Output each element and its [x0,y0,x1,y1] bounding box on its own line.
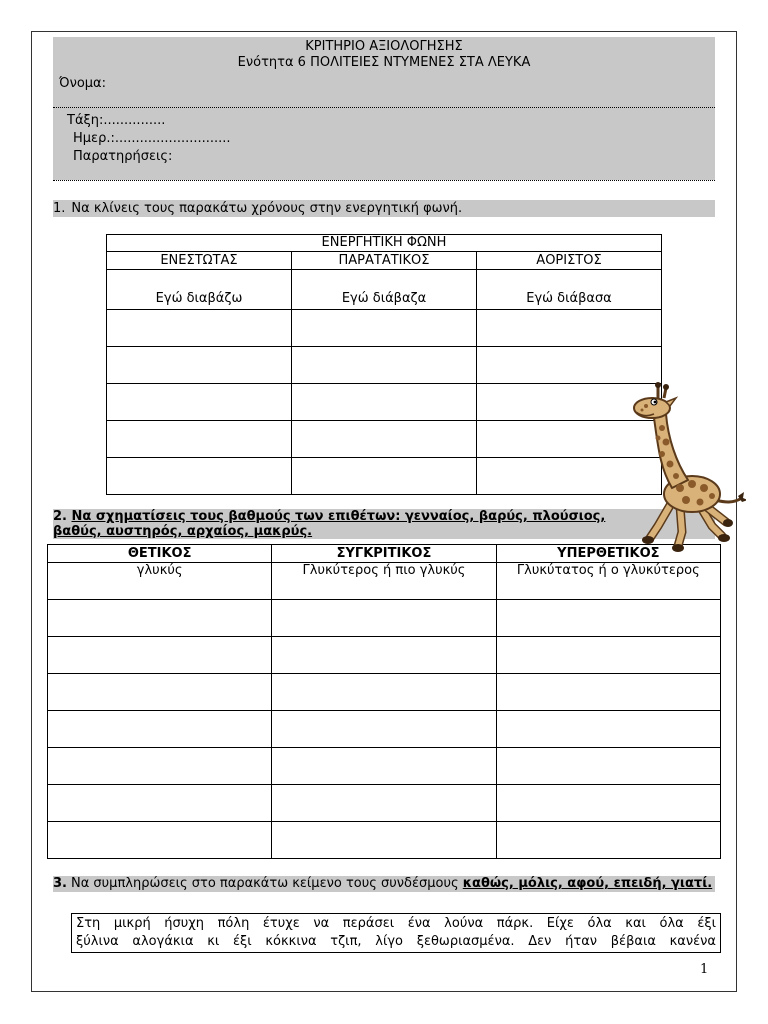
answer-cell[interactable] [496,674,720,711]
passage-box [71,913,721,953]
answer-cell[interactable] [272,822,496,859]
answer-cell[interactable] [48,674,272,711]
answer-cell[interactable] [48,637,272,674]
question-2-line-2: βαθύς, αυστηρός, αρχαίος, μακρύς. [53,524,313,539]
answer-cell[interactable] [292,384,477,421]
aorist-example: Εγώ διάβασα [477,270,662,310]
class-label: Τάξη:............... [67,113,166,128]
imperfect-tense-header: ΠΑΡΑΤΑΤΙΚΟΣ [292,252,477,270]
question-1-text: Να κλίνεις τους παρακάτω χρόνους στην ενεργητική φωνή. [71,201,463,216]
answer-cell[interactable] [496,600,720,637]
question-3 [53,876,715,892]
answer-cell[interactable] [272,711,496,748]
answer-cell[interactable] [272,785,496,822]
question-2-line-1: Να σχηματίσεις τους βαθμούς των επιθέτων: γενναίος, βαρύς, πλούσιος, [71,509,606,524]
active-voice-table [106,234,662,495]
giraffe-icon [628,376,746,554]
question-3-conjunctions: καθώς, μόλις, αφού, επειδή, γιατί. [462,876,713,891]
answer-cell[interactable] [496,785,720,822]
answer-cell[interactable] [496,822,720,859]
question-2-number: 2. [53,509,67,524]
present-tense-header: ΕΝΕΣΤΩΤΑΣ [107,252,292,270]
imperfect-example: Εγώ διάβαζα [292,270,477,310]
present-example: Εγώ διαβάζω [107,270,292,310]
answer-cell[interactable] [496,711,720,748]
answer-cell[interactable] [477,310,662,347]
worksheet-subtitle: Ενότητα 6 ΠΟΛΙΤΕΙΕΣ ΝΤΥΜΕΝΕΣ ΣΤΑ ΛΕΥΚΑ [237,55,531,70]
answer-cell[interactable] [292,310,477,347]
positive-degree-header: ΘΕΤΙΚΟΣ [48,545,272,563]
superlative-example: Γλυκύτατος ή ο γλυκύτερος [496,563,720,600]
answer-cell[interactable] [48,785,272,822]
answer-cell[interactable] [272,600,496,637]
answer-cell[interactable] [496,748,720,785]
answer-cell[interactable] [272,674,496,711]
passage-line-2: ξύλινα αλογάκια κι έξι κόκκινα τζιπ, λίγο ξεθωριασμένα. Δεν ήταν βέβαια κανένα [76,934,716,949]
name-dotted-line[interactable] [53,95,715,108]
comparative-example: Γλυκύτερος ή πιο γλυκύς [272,563,496,600]
passage-line-1: Στη μικρή ήσυχη πόλη έτυχε να περάσει ένα λούνα πάρκ. Είχε όλα και όλα έξι [76,916,716,931]
page-number: 1 [700,962,709,977]
worksheet-title: ΚΡΙΤΗΡΙΟ ΑΞΙΟΛΟΓΗΣΗΣ [305,39,463,54]
question-3-number: 3. [53,876,67,891]
answer-cell[interactable] [107,384,292,421]
date-label: Ημερ.:............................ [73,131,231,146]
answer-cell[interactable] [292,458,477,495]
comparative-degree-header: ΣΥΓΚΡΙΤΙΚΟΣ [272,545,496,563]
superlative-degree-header: ΥΠΕΡΘΕΤΙΚΟΣ [496,545,720,563]
answer-cell[interactable] [107,347,292,384]
question-3-text: Να συμπληρώσεις στο παρακάτω κείμενο τους συνδέσμους [70,876,459,891]
name-label: Όνομα: [59,76,106,91]
answer-cell[interactable] [107,310,292,347]
question-1-number: 1. [53,201,66,216]
aorist-tense-header: ΑΟΡΙΣΤΟΣ [477,252,662,270]
question-2 [53,509,715,539]
worksheet-header [53,37,715,180]
positive-example: γλυκύς [48,563,272,600]
answer-cell[interactable] [272,748,496,785]
answer-cell[interactable] [48,600,272,637]
answer-cell[interactable] [292,421,477,458]
active-voice-table-title: ΕΝΕΡΓΗΤΙΚΗ ΦΩΝΗ [107,235,662,252]
answer-cell[interactable] [48,748,272,785]
answer-cell[interactable] [48,822,272,859]
answer-cell[interactable] [292,347,477,384]
adjective-degrees-table [47,544,721,859]
question-1 [53,200,715,217]
answer-cell[interactable] [48,711,272,748]
answer-cell[interactable] [272,637,496,674]
notes-dotted-line[interactable] [53,168,715,181]
answer-cell[interactable] [496,637,720,674]
notes-label: Παρατηρήσεις: [73,149,173,164]
answer-cell[interactable] [107,421,292,458]
answer-cell[interactable] [107,458,292,495]
